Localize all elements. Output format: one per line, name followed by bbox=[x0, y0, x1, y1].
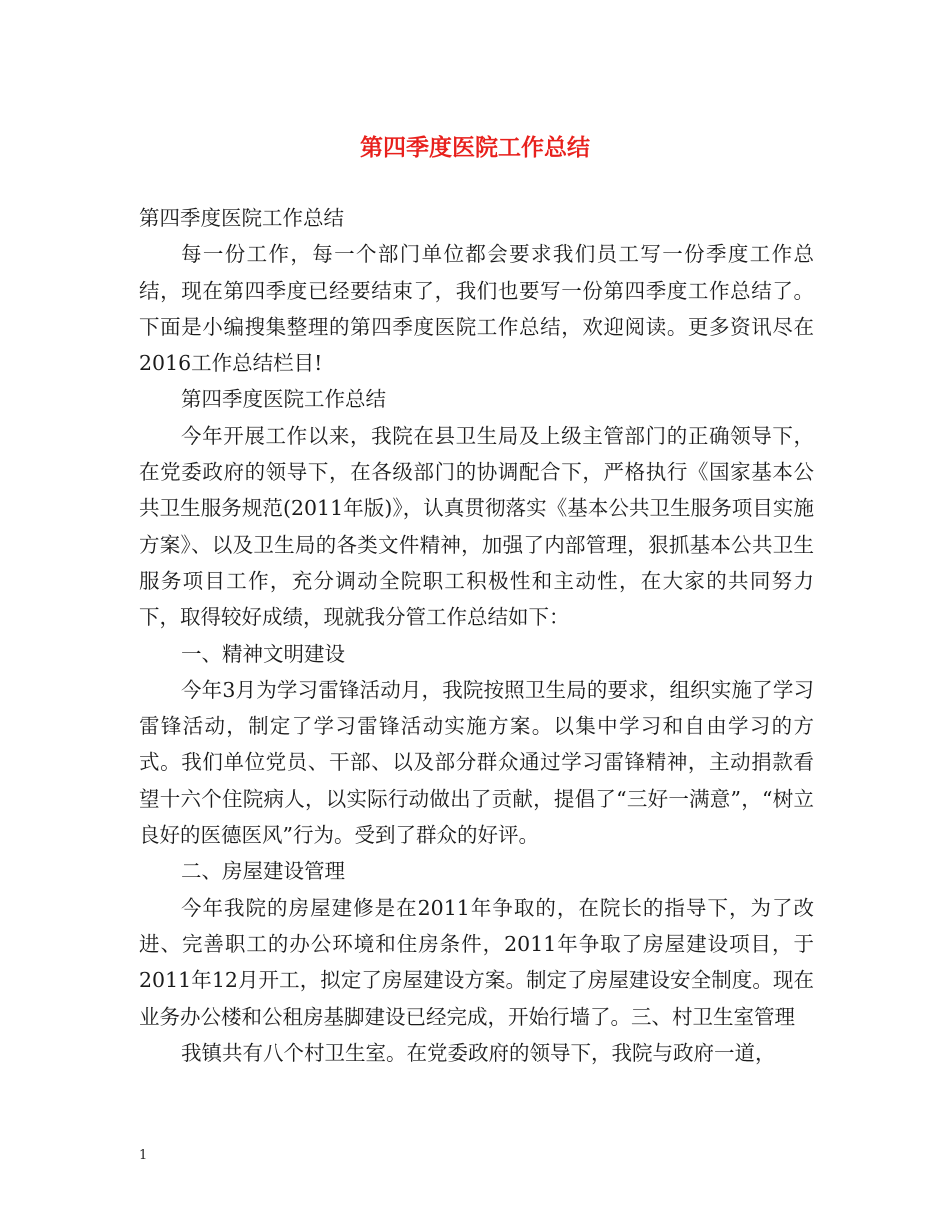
section-heading-1: 一、精神文明建设 bbox=[181, 641, 345, 666]
paragraph-heading: 第四季度医院工作总结 bbox=[181, 387, 386, 412]
document-body bbox=[139, 200, 814, 1071]
page-number: 1 bbox=[139, 1148, 148, 1163]
paragraph-section-1: 今年3月为学习雷锋活动月，我院按照卫生局的要求，组织实施了学习雷锋活动，制定了学习雷锋活动实施方案。以集中学习和自由学习的方式。我们单位党员、干部、以及部分群众通过学习雷锋精神，主动捐款看望十六个住院病人，以实际行动做出了贡献，提倡了“三好一满意”，“树立良好的医德医风”行为。受到了群众的好评。 bbox=[139, 677, 814, 848]
paragraph-intro: 每一份工作，每一个部门单位都会要求我们员工写一份季度工作总结，现在第四季度已经要结束了，我们也要写一份第四季度工作总结了。下面是小编搜集整理的第四季度医院工作总结，欢迎阅读。更多资讯尽在2016工作总结栏目! bbox=[139, 242, 814, 376]
paragraph-subtitle: 第四季度医院工作总结 bbox=[139, 206, 344, 230]
document-title: 第四季度医院工作总结 bbox=[360, 134, 590, 161]
paragraph-section-3: 我镇共有八个村卫生室。在党委政府的领导下，我院与政府一道， bbox=[181, 1040, 776, 1065]
paragraph-section-2: 今年我院的房屋建修是在2011年争取的，在院长的指导下，为了改进、完善职工的办公环境和住房条件，2011年争取了房屋建设项目，于2011年12月开工，拟定了房屋建设方案。制定了房屋建设安全制度。现在业务办公楼和公租房基脚建设已经完成，开始行墙了。三、村卫生室管理 bbox=[139, 895, 814, 1029]
section-heading-2: 二、房屋建设管理 bbox=[181, 859, 345, 884]
paragraph-overview: 今年开展工作以来，我院在县卫生局及上级主管部门的正确领导下，在党委政府的领导下，在各级部门的协调配合下，严格执行《国家基本公共卫生服务规范(2011年版)》，认真贯彻落实《基本公共卫生服务项目实施方案》、以及卫生局的各类文件精神，加强了内部管理，狠抓基本公共卫生服务项目工作，充分调动全院职工积极性和主动性，在大家的共同努力下，取得较好成绩，现就我分管工作总结如下： bbox=[139, 423, 814, 630]
